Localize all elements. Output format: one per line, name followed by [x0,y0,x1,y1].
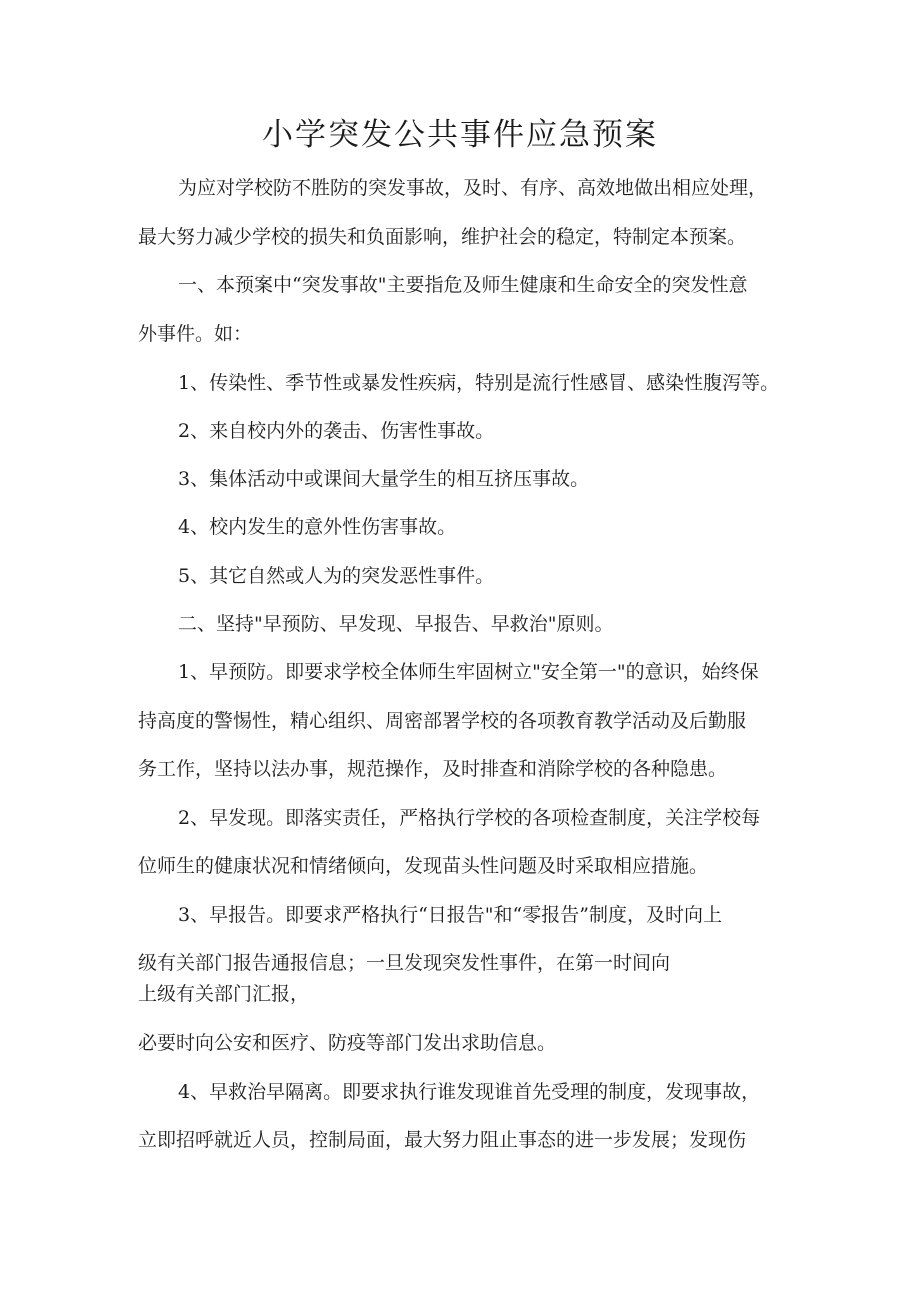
paragraph-line: 5、其它自然或人为的突发恶性事件。 [178,565,495,587]
paragraph-line: 2、早发现。即落实责任，严格执行学校的各项检查制度，关注学校每 [178,807,761,829]
paragraph-line: 2、来自校内外的袭击、伤害性事故。 [178,420,495,442]
paragraph-line: 一、本预案中“突发事故"主要指危及师生健康和生命安全的突发性意 [178,274,748,296]
paragraph-line: 4、校内发生的意外性伤害事故。 [178,516,457,538]
paragraph-line: 持高度的警惕性，精心组织、周密部署学校的各项教育教学活动及后勤服 [138,710,747,732]
document-title: 小学突发公共事件应急预案 [262,117,658,153]
paragraph-line: 3、早报告。即要求严格执行“日报告"和“零报告”制度，及时向上 [178,904,722,926]
paragraph-line: 级有关部门报告通报信息；一旦发现突发性事件，在第一时间向 [138,952,671,974]
paragraph-line: 为应对学校防不胜防的突发事故，及时、有序、高效地做出相应处理， [178,177,768,199]
paragraph-line: 1、早预防。即要求学校全体师生牢固树立"安全第一"的意识，始终保 [178,661,759,683]
paragraph-line: 务工作，坚持以法办事，规范操作，及时排查和消除学校的各种隐患。 [138,758,728,780]
paragraph-line: 二、坚持"早预防、早发现、早报告、早救治"原则。 [178,613,614,635]
paragraph-line: 3、集体活动中或课间大量学生的相互挤压事故。 [178,468,590,490]
paragraph-line: 必要时向公安和医疗、防疫等部门发出求助信息。 [138,1032,557,1054]
paragraph-line: 位师生的健康状况和情绪倾向，发现苗头性问题及时采取相应措施。 [138,855,709,877]
paragraph-line: 1、传染性、季节性或暴发性疾病，特别是流行性感冒、感染性腹泻等。 [178,372,780,394]
paragraph-line: 4、早救治早隔离。即要求执行谁发现谁首先受理的制度，发现事故， [178,1081,761,1103]
paragraph-line: 最大努力减少学校的损失和负面影响，维护社会的稳定，特制定本预案。 [138,226,747,248]
paragraph-line: 外事件。如： [138,323,253,345]
paragraph-line: 上级有关部门汇报， [138,983,310,1005]
paragraph-line: 立即招呼就近人员，控制局面，最大努力阻止事态的进一步发展；发现伤 [138,1129,747,1151]
